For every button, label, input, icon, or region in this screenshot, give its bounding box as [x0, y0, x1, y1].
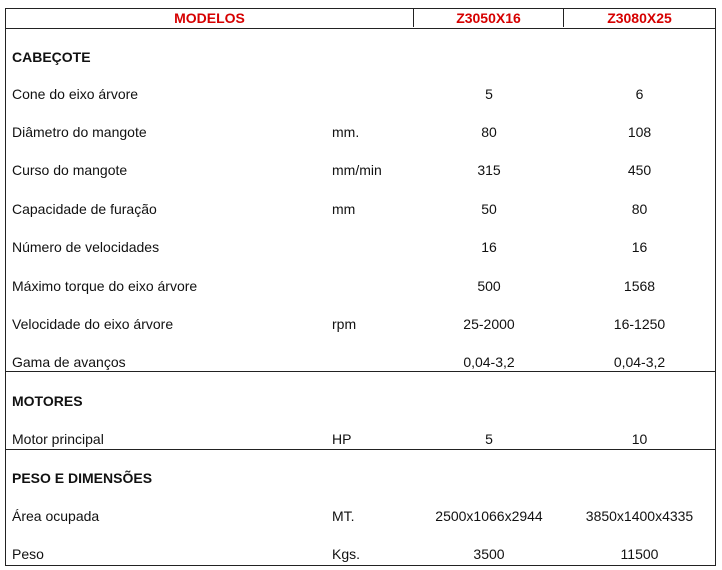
row-value-model-1: 315	[477, 162, 501, 178]
row-value-model-1: 80	[481, 124, 497, 140]
row-value-model-2: 0,04-3,2	[613, 354, 666, 370]
row-unit: MT.	[332, 508, 355, 524]
row-value-model-2: 10	[631, 431, 648, 447]
row-unit: mm/min	[332, 162, 382, 178]
row-value-model-1: 3500	[473, 546, 505, 562]
row-value-model-2: 108	[627, 124, 652, 140]
table-row	[6, 84, 715, 104]
section-divider	[6, 371, 715, 372]
row-label: Motor principal	[12, 431, 104, 447]
row-value-model-1: 500	[477, 278, 501, 294]
table-row	[6, 429, 715, 449]
table-row	[6, 352, 715, 372]
row-label: Curso do mangote	[12, 162, 128, 178]
row-value-model-1: 50	[481, 201, 497, 217]
table-header	[6, 9, 715, 29]
row-value-model-2: 16-1250	[613, 316, 666, 332]
model-1-header: Z3050X16	[414, 9, 564, 27]
row-value-model-2: 1568	[623, 278, 656, 294]
row-value-model-2: 80	[631, 201, 648, 217]
row-value-model-1: 16	[481, 239, 497, 255]
row-value-model-1: 2500x1066x2944	[435, 508, 543, 524]
row-value-model-2: 16	[631, 239, 648, 255]
table-row	[6, 276, 715, 296]
table-row	[6, 160, 715, 180]
row-label: Peso	[12, 546, 44, 562]
row-unit: HP	[332, 431, 352, 447]
row-value-model-2: 450	[627, 162, 652, 178]
row-value-model-2: 11500	[620, 546, 659, 562]
row-label: Máximo torque do eixo árvore	[12, 278, 198, 294]
row-value-model-2: 6	[635, 86, 644, 102]
row-unit: Kgs.	[332, 546, 361, 562]
table-row	[6, 506, 715, 526]
row-unit: mm	[332, 201, 356, 217]
row-label: Área ocupada	[12, 508, 100, 524]
row-value-model-1: 25-2000	[463, 316, 515, 332]
row-label: Diâmetro do mangote	[12, 124, 147, 140]
section-title-peso-dimensoes: PESO E DIMENSÕES	[12, 470, 153, 486]
row-value-model-1: 0,04-3,2	[463, 354, 515, 370]
table-row	[6, 122, 715, 142]
table-row	[6, 199, 715, 219]
spec-table	[5, 8, 716, 566]
row-label: Número de velocidades	[12, 239, 160, 255]
model-2-header: Z3080X25	[607, 10, 672, 26]
row-label: Gama de avanços	[12, 354, 126, 370]
row-value-model-1: 5	[485, 86, 493, 102]
section-divider	[6, 449, 715, 450]
table-row	[6, 314, 715, 334]
section-title-motores: MOTORES	[12, 393, 83, 409]
row-label: Velocidade do eixo árvore	[12, 316, 174, 332]
row-label: Cone do eixo árvore	[12, 86, 139, 102]
row-value-model-1: 5	[485, 431, 493, 447]
row-unit: rpm	[332, 316, 357, 332]
table-row	[6, 237, 715, 257]
row-unit: mm.	[332, 124, 360, 140]
table-row	[6, 544, 715, 564]
models-header: MODELOS	[6, 9, 414, 27]
row-value-model-2: 3850x1400x4335	[585, 508, 694, 524]
section-title-cabecote: CABEÇOTE	[12, 49, 91, 65]
row-label: Capacidade de furação	[12, 201, 157, 217]
